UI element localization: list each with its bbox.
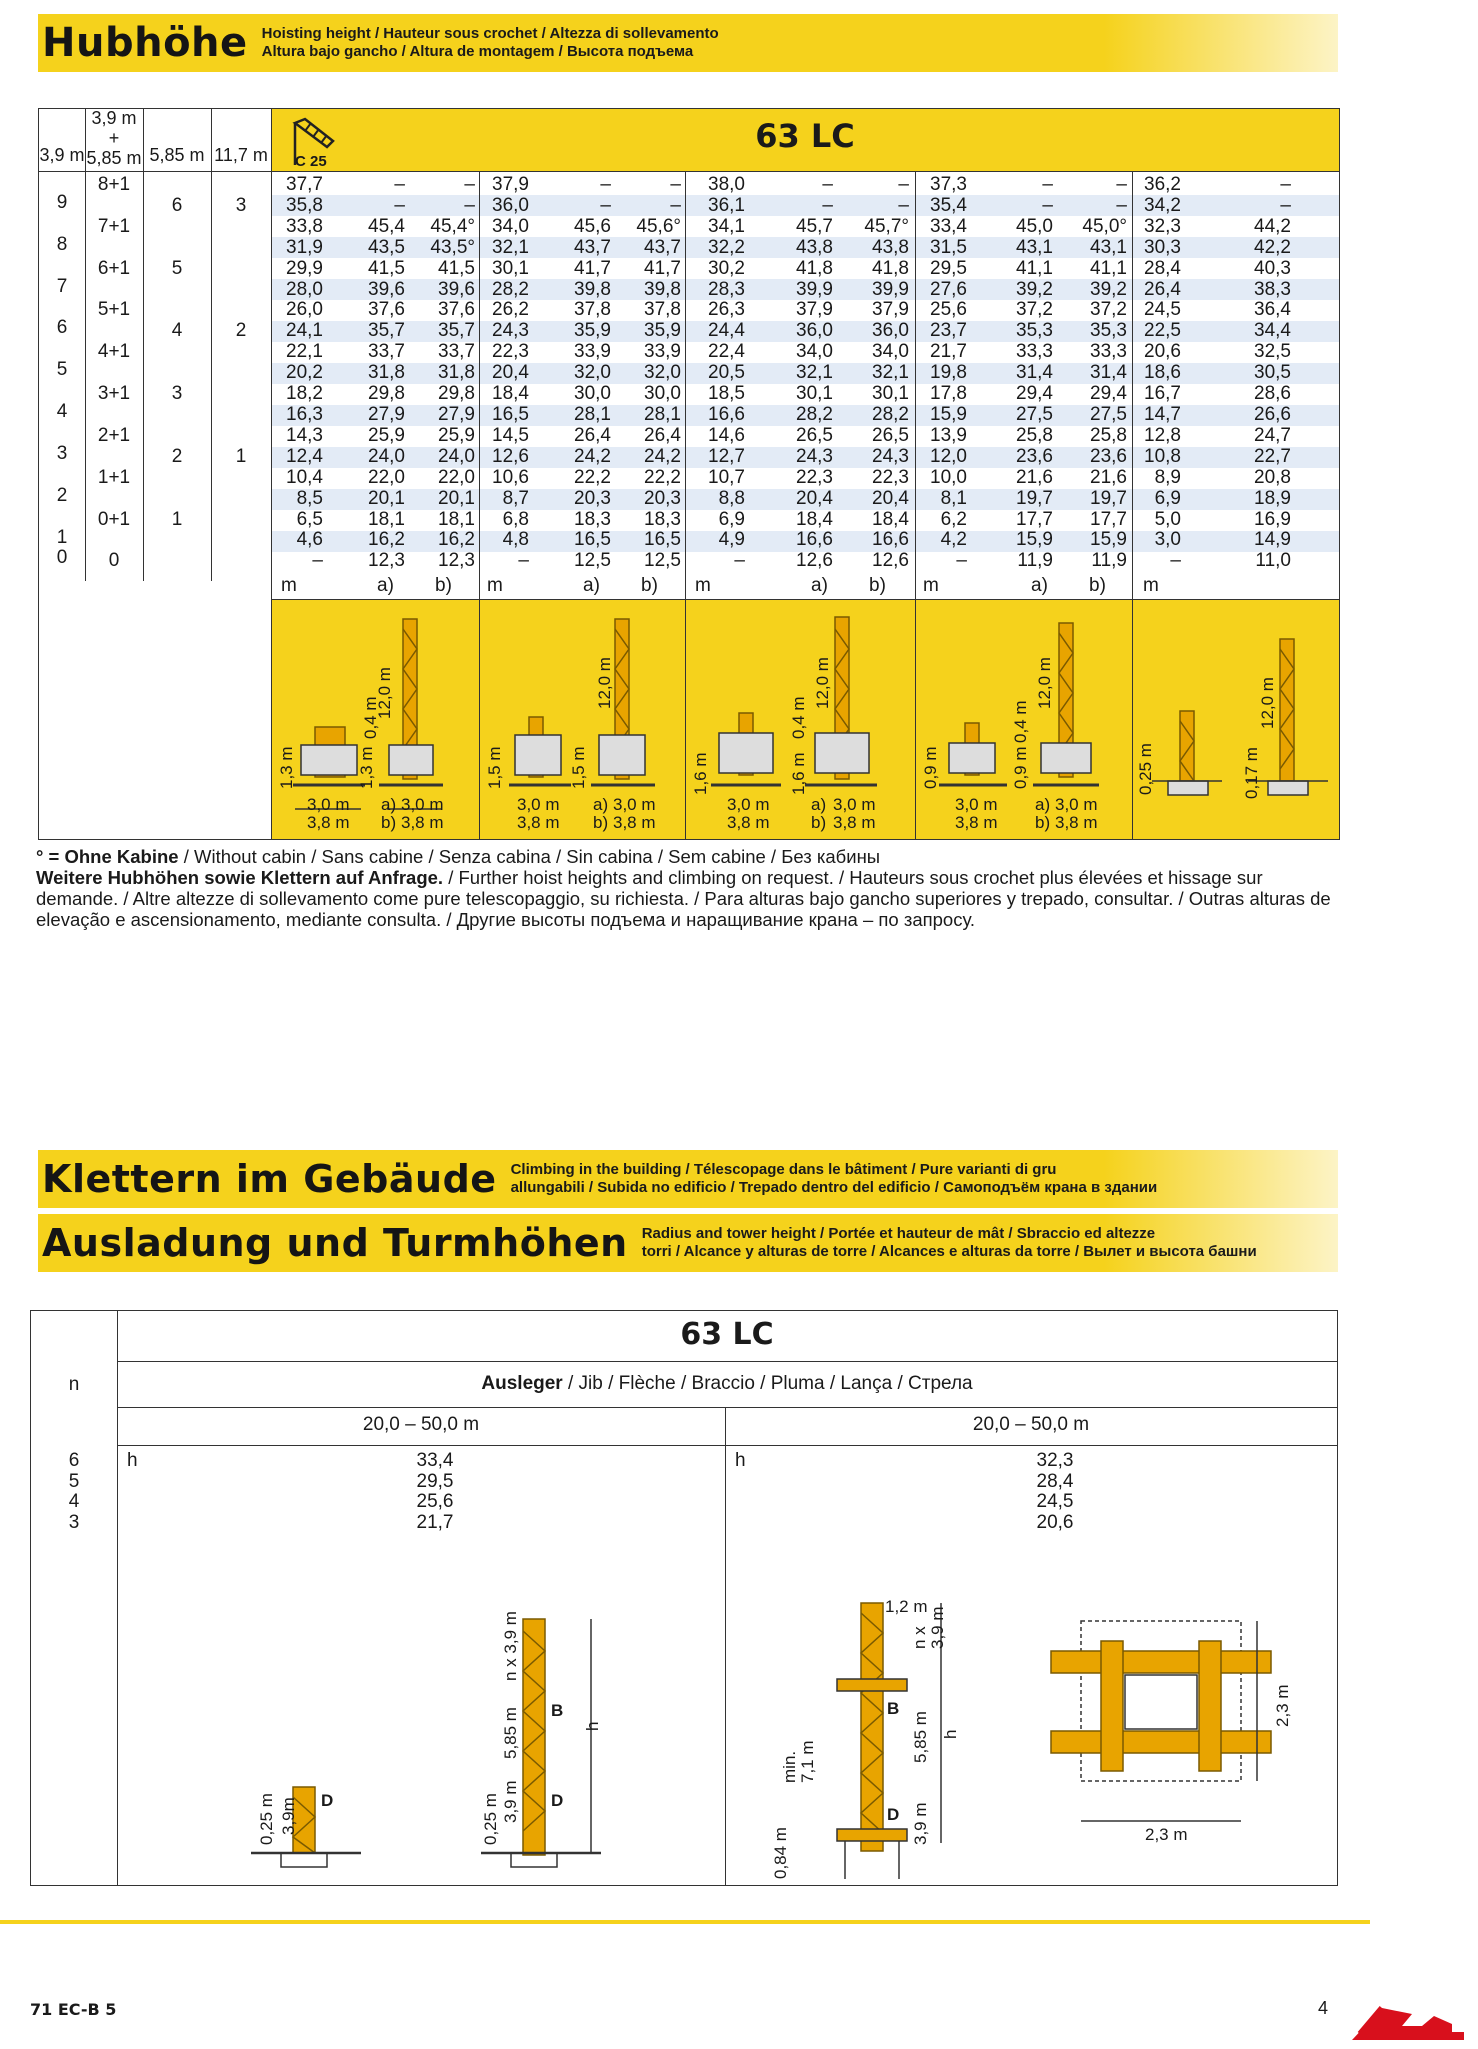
crane-base-diagram <box>479 599 685 839</box>
mast-117-col: 3 2 1 <box>235 194 247 467</box>
variant-b-label: b) <box>1035 813 1051 832</box>
unit-b: b) <box>1089 575 1106 596</box>
base-label: 0,25 m <box>481 1793 500 1845</box>
footer-rule <box>0 1920 1370 1924</box>
unit-m: m <box>923 575 939 596</box>
subtitle-line: allungabili / Subida no edificio / Trepado dentro del edificio / Самоподъём крана в здании <box>510 1179 1158 1196</box>
group4-height-col: 37,3 35,4 33,4 31,5 29,5 27,6 25,6 23,7 21,7 19,8 17,8 15,9 13,9 12,0 10,0 8,1 6,2 4,2 – <box>930 174 967 572</box>
section-header-klettern <box>38 1150 1338 1208</box>
header-col: 11,7 m <box>214 145 268 165</box>
section-header-hubhoehe <box>38 14 1338 72</box>
climbing-table <box>30 1310 1338 1886</box>
header-col: 5,85 m <box>149 145 205 165</box>
unit-a: a) <box>377 575 394 596</box>
section-title: Hubhöhe <box>42 20 248 66</box>
notes <box>36 846 1336 930</box>
small-height-label: 3,9m <box>279 1797 298 1835</box>
note-cabin <box>36 846 1336 867</box>
crane-base-diagram <box>271 599 479 839</box>
section-title: Klettern im Gebäude <box>42 1157 497 1201</box>
square-width-label: 2,3 m <box>1145 1825 1188 1844</box>
group5-height-col: 36,2 34,2 32,3 30,3 28,4 26,4 24,5 22,5 20,6 18,6 16,7 14,7 12,8 10,8 8,9 6,9 5,0 3,0 – <box>1144 174 1181 572</box>
hoisting-height-table <box>38 108 1340 840</box>
mast-height-label: 12,0 m <box>813 657 832 709</box>
note-bold: Weitere Hubhöhen sowie Klettern auf Anfrage. <box>36 867 444 888</box>
subtitle-line: Climbing in the building / Télescopage dans le bâtiment / Pure varianti di gru <box>510 1161 1057 1178</box>
note-further <box>36 867 1336 930</box>
unit-a: a) <box>583 575 600 596</box>
group3-height-col: 38,0 36,1 34,1 32,2 30,2 28,3 26,3 24,4 22,4 20,5 18,5 16,6 14,6 12,7 10,7 8,8 6,9 4,9 – <box>708 174 745 572</box>
width-label-2: 3,8 m <box>307 813 350 832</box>
subtitle-line: Altura bajo gancho / Altura de montagem / Высота подъема <box>261 43 694 60</box>
seg1-label: 3,9 m <box>501 1780 520 1823</box>
width-label-2: 3,8 m <box>955 813 998 832</box>
mast-height-label: 12,0 m <box>1035 657 1054 709</box>
note-text: / Further hoist heights and climbing on request. / Hauteurs sous crochet plus élevées et hissage sur demande. / Altre altezze di sollevamento come pure telescopaggio, su richiesta. / Para alturas bajo gancho superiores y trepado, consultar. / Outras alturas de elevação e ascensionamento, mediante consulta. / Другие высоты подъема и наращивание крана – по запросу. <box>36 867 1331 930</box>
subtitle-line: Radius and tower height / Portée et hauteur de mât / Sbraccio ed altezze <box>641 1225 1156 1242</box>
n-values: 6 5 4 3 <box>68 1450 80 1533</box>
crane-base-diagram <box>915 599 1132 839</box>
variant-a-label: a) <box>593 795 609 814</box>
b-label: B <box>551 1701 564 1720</box>
width-label-2: 3,8 m <box>401 813 444 832</box>
model-code: 71 EC-B 5 <box>30 2000 117 2019</box>
note-text: / Without cabin / Sans cabine / Senza cabina / Sin cabina / Sem cabine / Без кабины <box>178 846 881 867</box>
mast-height-label: 12,0 m <box>595 657 614 709</box>
seg1-label: 3,9 m <box>911 1802 930 1845</box>
group1-a-col: – – 45,4 43,5 41,5 39,6 37,6 35,7 33,7 31,8 29,8 27,9 25,9 24,0 22,0 20,1 18,1 16,2 12,3 <box>368 174 405 572</box>
gap-label: 1,2 m <box>885 1597 928 1616</box>
variant-b-label: b) <box>381 813 397 832</box>
section-title: Ausladung und Turmhöhen <box>42 1221 628 1265</box>
crane-class-label: C 25 <box>295 153 327 170</box>
variant-b-label: b) <box>811 813 827 832</box>
section-subtitle <box>511 1161 1158 1197</box>
d-label: D <box>887 1805 900 1824</box>
section-subtitle <box>642 1225 1257 1261</box>
mast-height-label: 12,0 m <box>1258 677 1277 729</box>
square-height-label: 2,3 m <box>1273 1684 1292 1727</box>
group1-height-col: 37,7 35,8 33,8 31,9 29,9 28,0 26,0 24,1 22,1 20,2 18,2 16,3 14,3 12,4 10,4 8,5 6,5 4,6 – <box>286 174 323 572</box>
h-label: h <box>735 1450 746 1471</box>
range-right: 20,0 – 50,0 m <box>972 1414 1090 1435</box>
model-title: 63 LC <box>680 1317 774 1352</box>
variant-b-label: b) <box>593 813 609 832</box>
note-bold: ° = Ohne Kabine <box>36 846 179 867</box>
a-height-label: 1,5 m <box>569 746 588 789</box>
width-label-1: 3,0 m <box>1055 795 1098 814</box>
a-height-label: 1,6 m <box>789 752 808 795</box>
unit-m: m <box>487 575 503 596</box>
unit-b: b) <box>641 575 658 596</box>
ballast-height-label: 0,4 m <box>1011 700 1030 743</box>
group2-height-col: 37,9 36,0 34,0 32,1 30,1 28,2 26,2 24,3 22,3 20,4 18,4 16,5 14,5 12,6 10,6 8,7 6,8 4,8 – <box>492 174 529 572</box>
ballast-height-label: 0,4 m <box>361 696 380 739</box>
group4-a-col: – – 45,0 43,1 41,1 39,2 37,2 35,3 33,3 31,4 29,4 27,5 25,8 23,6 21,6 19,7 17,7 15,9 11,9 <box>1016 174 1053 572</box>
group4-b-col: – – 45,0° 43,1 41,1 39,2 37,2 35,3 33,3 31,4 29,4 27,5 25,8 23,6 21,6 19,7 17,7 15,9 11,9 <box>1082 174 1127 572</box>
variant-a-label: a) <box>1035 795 1051 814</box>
h-label: h <box>941 1729 960 1739</box>
mast-height-label: 12,0 m <box>375 667 394 719</box>
width-label-1: 3,0 m <box>517 795 560 814</box>
width-label-1: 3,0 m <box>833 795 876 814</box>
width-label-1: 3,0 m <box>613 795 656 814</box>
section-subtitle <box>262 25 719 61</box>
a-height-label: 1,3 m <box>357 746 376 789</box>
variant-a-label: a) <box>381 795 397 814</box>
seg3-label: n x 3,9 m <box>501 1611 520 1681</box>
unit-a: a) <box>811 575 828 596</box>
excavator-logo-icon <box>1342 1996 1472 2044</box>
climbing-diagram-left <box>211 1591 671 1881</box>
min-label: min. 7,1 m <box>780 1740 817 1783</box>
model-title: 63 LC <box>755 117 855 155</box>
jib-bold: Ausleger <box>481 1373 563 1394</box>
group1-b-col: – – 45,4° 43,5° 41,5 39,6 37,6 35,7 33,7 31,8 29,8 27,9 25,9 24,0 22,0 20,1 18,1 16,2 12,3 <box>430 174 475 572</box>
width-label-2: 3,8 m <box>1055 813 1098 832</box>
base-height-label: 0,9 m <box>921 746 940 789</box>
mast-585-col: 6 5 4 3 2 1 <box>171 194 183 530</box>
mast-combo-col: 8+1 7+1 6+1 5+1 4+1 3+1 2+1 1+1 0+1 0 <box>97 174 131 572</box>
page-number: 4 <box>1318 1998 1329 2018</box>
col-divider <box>725 1407 726 1885</box>
group2-b-col: – – 45,6° 43,7 41,7 39,8 37,8 35,9 33,9 32,0 30,0 28,1 26,4 24,2 22,2 20,3 18,3 16,5 12,5 <box>636 174 681 572</box>
width-label-2: 3,8 m <box>833 813 876 832</box>
unit-m: m <box>281 575 297 596</box>
group3-a-col: – – 45,7 43,8 41,8 39,9 37,9 36,0 34,0 32,1 30,1 28,2 26,5 24,3 22,3 20,4 18,4 16,6 12,6 <box>796 174 833 572</box>
group3-b-col: – – 45,7° 43,8 41,8 39,9 37,9 36,0 34,0 32,1 30,1 28,2 26,5 24,3 22,3 20,4 18,4 16,6 12,6 <box>864 174 909 572</box>
width-label-1: 3,0 m <box>955 795 998 814</box>
base-label: 0,84 m <box>771 1827 790 1879</box>
unit-b: b) <box>869 575 886 596</box>
subtitle-line: torri / Alcance y alturas de torre / Alcances e alturas da torre / Вылет и высота башни <box>641 1243 1257 1260</box>
crane-base-diagram <box>685 599 915 839</box>
b-label: B <box>887 1699 900 1718</box>
unit-a: a) <box>1031 575 1048 596</box>
base-height-label: 1,5 m <box>485 746 504 789</box>
ballast-height-label: 0,4 m <box>789 696 808 739</box>
base-height-label: 1,3 m <box>277 746 296 789</box>
climbing-frame-plan <box>1041 1611 1311 1861</box>
section-header-ausladung <box>38 1214 1338 1272</box>
seg2-label: 5,85 m <box>501 1707 520 1759</box>
h-label: h <box>583 1721 602 1731</box>
range-left: 20,0 – 50,0 m <box>362 1414 480 1435</box>
n-label: n <box>68 1374 80 1395</box>
header-col: 3,9 m + 5,85 m <box>86 108 142 168</box>
right-h-values: 32,3 28,4 24,5 20,6 <box>1036 1450 1074 1533</box>
group2-a-col: – – 45,6 43,7 41,7 39,8 37,8 35,9 33,9 32,0 30,0 28,1 26,4 24,2 22,2 20,3 18,3 16,5 12,5 <box>574 174 611 572</box>
row-divider <box>117 1445 1337 1446</box>
mast-count-col: 9 8 7 6 5 4 3 2 1 0 <box>56 192 68 569</box>
row-divider <box>117 1361 1337 1362</box>
crane-foundation-diagram <box>1132 599 1339 839</box>
seg3-label: n x 3,9 m <box>910 1606 947 1649</box>
h-label: h <box>127 1450 138 1471</box>
a-height-label: 0,17 m <box>1242 747 1261 799</box>
a-height-label: 0,9 m <box>1011 746 1030 789</box>
width-label-1: 3,0 m <box>401 795 444 814</box>
width-label-1: 3,0 m <box>307 795 350 814</box>
group5-b-col: – – 44,2 42,2 40,3 38,3 36,4 34,4 32,5 30,5 28,6 26,6 24,7 22,7 20,8 18,9 16,9 14,9 11,0 <box>1254 174 1291 572</box>
header-col: 3,9 m <box>39 145 85 165</box>
subtitle-line: Hoisting height / Hauteur sous crochet / Altezza di sollevamento <box>261 25 719 42</box>
unit-m: m <box>1143 575 1159 596</box>
jib-text: / Jib / Flèche / Braccio / Pluma / Lança / Стрела <box>562 1373 973 1394</box>
d-label: D <box>321 1791 334 1810</box>
seg2-label: 5,85 m <box>911 1711 930 1763</box>
left-h-values: 33,4 29,5 25,6 21,7 <box>416 1450 454 1533</box>
base-height-label: 0,25 m <box>1136 743 1155 795</box>
width-label-1: 3,0 m <box>727 795 770 814</box>
col-divider <box>117 1311 118 1885</box>
jib-header <box>117 1373 1337 1395</box>
width-label-2: 3,8 m <box>727 813 770 832</box>
row-divider <box>117 1407 1337 1408</box>
variant-a-label: a) <box>811 795 827 814</box>
climbing-diagram-right <box>761 1583 1061 1883</box>
header-divider <box>39 171 1339 172</box>
small-base-label: 0,25 m <box>257 1793 276 1845</box>
width-label-2: 3,8 m <box>517 813 560 832</box>
width-label-2: 3,8 m <box>613 813 656 832</box>
base-height-label: 1,6 m <box>691 752 710 795</box>
unit-m: m <box>695 575 711 596</box>
unit-b: b) <box>435 575 452 596</box>
d-label: D <box>551 1791 564 1810</box>
